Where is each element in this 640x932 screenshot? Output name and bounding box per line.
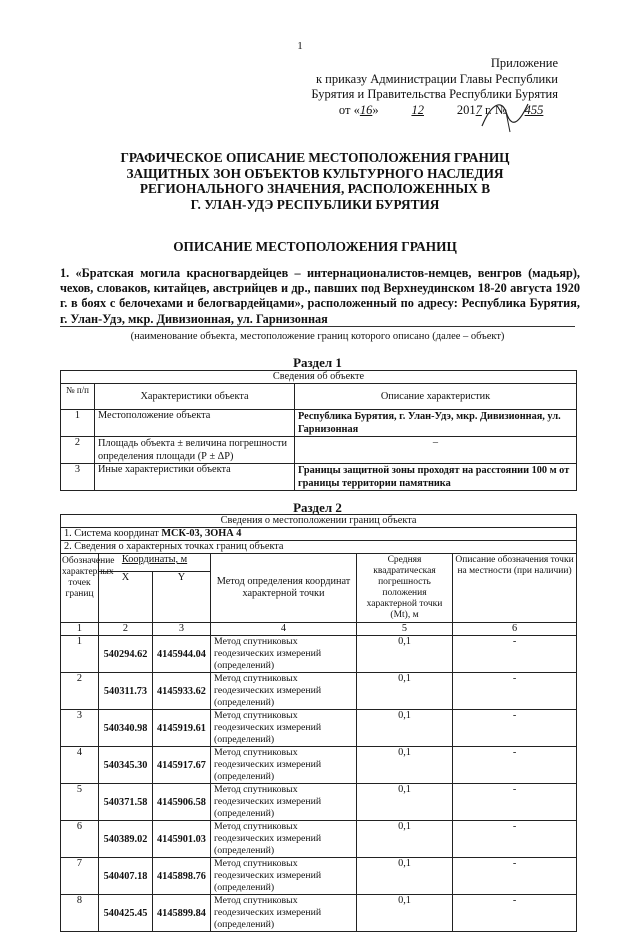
date-prefix: от « <box>338 102 360 117</box>
row-desc: Республика Бурятия, г. Улан-Удэ, мкр. Дивизионная, ул. Гарнизонная <box>295 410 577 437</box>
col-error-header: Средняя квадратическая погрешность положения характерной точки (Mt), м <box>357 554 453 623</box>
method: Метод спутниковых геодезических измерений (определений) <box>211 747 357 784</box>
table-row <box>61 858 577 895</box>
row-char: Местоположение объекта <box>95 410 295 437</box>
coord-x: 540371.58 <box>99 784 153 821</box>
date-day: 16 <box>359 102 373 117</box>
col-y-header: Y <box>153 571 211 622</box>
col-number: 4 <box>211 623 357 636</box>
point-number: 8 <box>61 895 99 932</box>
point-description: - <box>453 747 577 784</box>
point-description: - <box>453 858 577 895</box>
table-row <box>61 673 577 710</box>
mean-error: 0,1 <box>357 821 453 858</box>
point-number: 3 <box>61 710 99 747</box>
section1-title: Раздел 1 <box>293 355 342 370</box>
row-desc: Границы защитной зоны проходят на расстоянии 100 м от границы территории памятника <box>295 464 577 491</box>
table-row <box>61 895 577 932</box>
row-num: 3 <box>61 464 95 491</box>
col-desc-header: Описание обозначения точки на местности (при наличии) <box>453 554 577 623</box>
appendix-line-2: к приказу Администрации Главы Республики <box>315 71 558 86</box>
appendix-line-3: Бурятия и Правительства Республики Бурятия <box>311 87 558 101</box>
section1-table <box>60 370 577 491</box>
document-title <box>90 150 540 212</box>
mean-error: 0,1 <box>357 784 453 821</box>
col-number: 2 <box>99 623 153 636</box>
order-number: 455 <box>524 102 544 117</box>
point-number: 2 <box>61 673 99 710</box>
row-num: 1 <box>61 410 95 437</box>
row-char: Иные характеристики объекта <box>95 464 295 491</box>
coord-x: 540425.45 <box>99 895 153 932</box>
column-numbers-row <box>61 623 577 636</box>
table-row <box>61 464 577 491</box>
col-point-header: Обозначение характерных точек границ <box>61 554 99 623</box>
point-number: 6 <box>61 821 99 858</box>
coord-x: 540345.30 <box>99 747 153 784</box>
coord-system-value: МСК-03, ЗОНА 4 <box>161 528 242 539</box>
coord-system <box>61 528 577 541</box>
coord-system-label: 1. Система координат <box>64 528 162 539</box>
coord-y: 4145917.67 <box>153 747 211 784</box>
col-method-header: Метод определения координат характерной точки <box>211 554 357 623</box>
point-description: - <box>453 673 577 710</box>
section2-header: Сведения о местоположении границ объекта <box>61 515 577 528</box>
col-number: 5 <box>357 623 453 636</box>
table-row <box>61 410 577 437</box>
method: Метод спутниковых геодезических измерений (определений) <box>211 710 357 747</box>
title-line-3: РЕГИОНАЛЬНОГО ЗНАЧЕНИЯ, РАСПОЛОЖЕННЫХ В <box>139 181 491 196</box>
col-num-header: № п/п <box>61 384 95 410</box>
coord-x: 540407.18 <box>99 858 153 895</box>
mean-error: 0,1 <box>357 895 453 932</box>
coord-y: 4145901.03 <box>153 821 211 858</box>
document-subtitle: ОПИСАНИЕ МЕСТОПОЛОЖЕНИЯ ГРАНИЦ <box>173 239 457 254</box>
title-line-4: Г. УЛАН-УДЭ РЕСПУБЛИКИ БУРЯТИЯ <box>190 196 440 212</box>
object-underline <box>60 326 575 327</box>
date-month: 12 <box>411 102 424 117</box>
method: Метод спутниковых геодезических измерений (определений) <box>211 784 357 821</box>
table-row <box>61 747 577 784</box>
method: Метод спутниковых геодезических измерений (определений) <box>211 858 357 895</box>
point-number: 4 <box>61 747 99 784</box>
method: Метод спутниковых геодезических измерений (определений) <box>211 673 357 710</box>
table-row <box>61 784 577 821</box>
row-num: 2 <box>61 437 95 464</box>
coord-x: 540340.98 <box>99 710 153 747</box>
table-row <box>61 636 577 673</box>
object-note: (наименование объекта, местоположение границ которого описано (далее – объект) <box>130 331 505 342</box>
mean-error: 0,1 <box>357 710 453 747</box>
point-description: - <box>453 784 577 821</box>
col-number: 1 <box>61 623 99 636</box>
coord-y: 4145906.58 <box>153 784 211 821</box>
table-row <box>61 821 577 858</box>
col-char-header: Характеристики объекта <box>95 384 295 410</box>
number-prefix: г. № <box>484 102 507 117</box>
coord-y: 4145919.61 <box>153 710 211 747</box>
point-number: 7 <box>61 858 99 895</box>
page-number: 1 <box>297 40 303 52</box>
mean-error: 0,1 <box>357 747 453 784</box>
col-number: 3 <box>153 623 211 636</box>
point-description: - <box>453 895 577 932</box>
mean-error: 0,1 <box>357 673 453 710</box>
coord-y: 4145899.84 <box>153 895 211 932</box>
col-x-header: X <box>99 571 153 622</box>
col-number: 6 <box>453 623 577 636</box>
col-desc-header: Описание характеристик <box>295 384 577 410</box>
coord-y: 4145898.76 <box>153 858 211 895</box>
coord-x: 540311.73 <box>99 673 153 710</box>
row-desc: – <box>295 437 577 464</box>
title-line-2: ЗАЩИТНЫХ ЗОН ОБЪЕКТОВ КУЛЬТУРНОГО НАСЛЕДИЯ <box>126 165 504 181</box>
table-row <box>61 710 577 747</box>
date-mid: » <box>372 102 379 117</box>
point-description: - <box>453 821 577 858</box>
coord-y: 4145933.62 <box>153 673 211 710</box>
point-description: - <box>453 636 577 673</box>
section2-table <box>60 514 577 932</box>
point-number: 1 <box>61 636 99 673</box>
date-year-digit: 7 <box>475 102 482 117</box>
table-row <box>61 437 577 464</box>
mean-error: 0,1 <box>357 636 453 673</box>
mean-error: 0,1 <box>357 858 453 895</box>
point-number: 5 <box>61 784 99 821</box>
method: Метод спутниковых геодезических измерений (определений) <box>211 821 357 858</box>
col-coords-header: Координаты, м <box>99 554 211 572</box>
points-header: 2. Сведения о характерных точках границ объекта <box>61 541 577 554</box>
section2-title: Раздел 2 <box>293 500 342 515</box>
section1-header: Сведения об объекте <box>61 371 577 384</box>
method: Метод спутниковых геодезических измерений (определений) <box>211 895 357 932</box>
object-description: 1. «Братская могила красногвардейцев – интернационалистов-немцев, венгров (мадьяр), чехов, словаков, китайцев, австрийцев и др., павших под Верхнеудинском 18-20 августа 1920 г. в боях с белочехами и белогвардейцами», расположенный по адресу: Республика Бурятия, г. Улан-Удэ, мкр. Дивизионная, ул. Гарнизонная <box>60 266 580 326</box>
date-year: 201 <box>456 102 476 117</box>
method: Метод спутниковых геодезических измерений (определений) <box>211 636 357 673</box>
row-char: Площадь объекта ± величина погрешности определения площади (Р ± ΔР) <box>95 437 295 464</box>
title-line-1: ГРАФИЧЕСКОЕ ОПИСАНИЕ МЕСТОПОЛОЖЕНИЯ ГРАНИЦ <box>120 150 510 165</box>
handwritten-signature <box>476 96 536 136</box>
point-description: - <box>453 710 577 747</box>
appendix-line-1: Приложение <box>490 56 558 70</box>
coord-x: 540389.02 <box>99 821 153 858</box>
coord-y: 4145944.04 <box>153 636 211 673</box>
coord-x: 540294.62 <box>99 636 153 673</box>
